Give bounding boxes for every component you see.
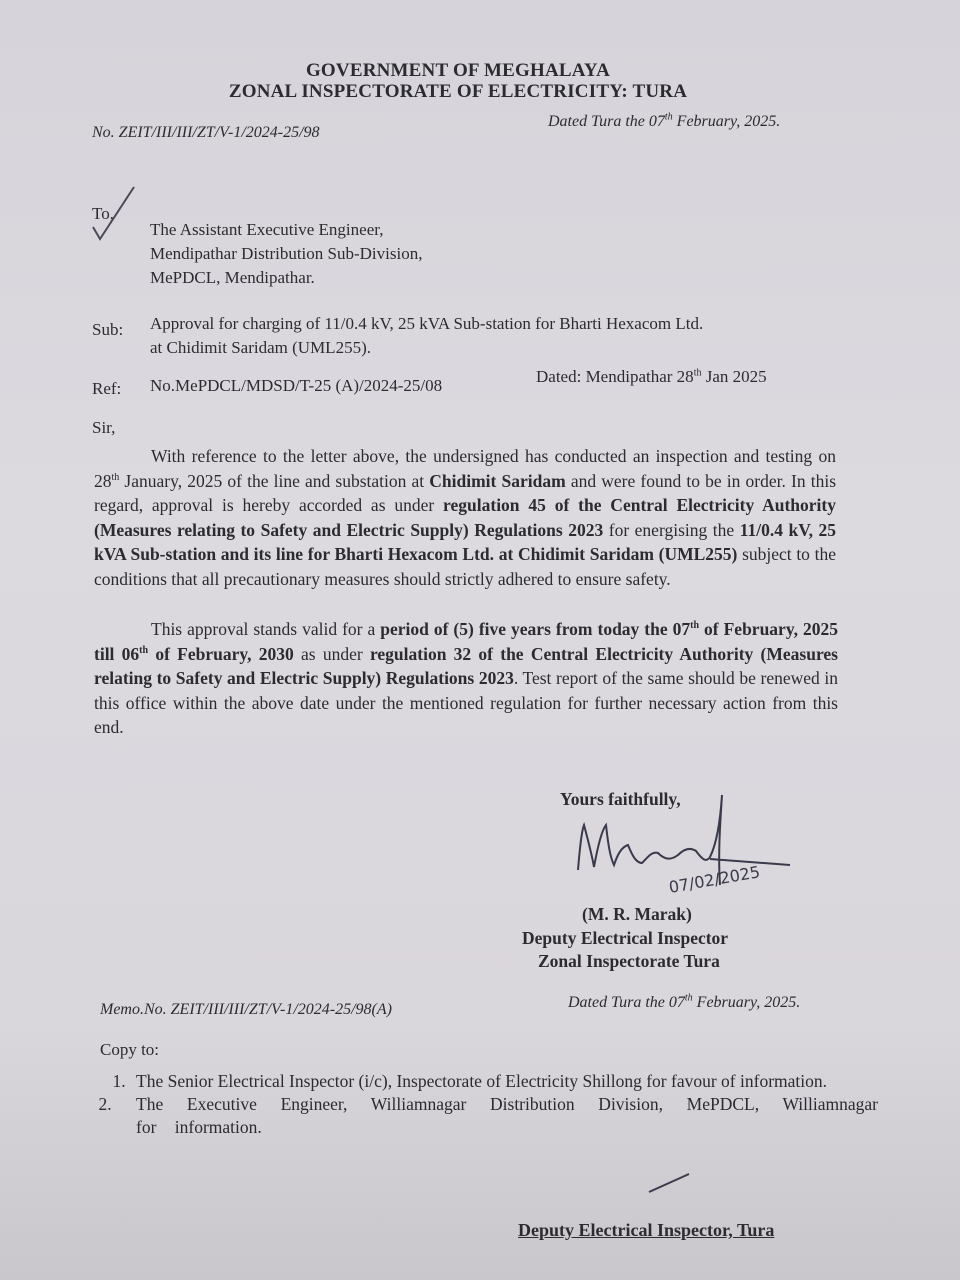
addressee-line-2: Mendipathar Distribution Sub-Division,: [150, 244, 423, 263]
copy-to-label: Copy to:: [100, 1040, 160, 1059]
header-government: GOVERNMENT OF MEGHALAYA: [305, 60, 611, 81]
copy-to-list: [100, 1070, 878, 1139]
subject-label: Sub:: [92, 320, 124, 339]
handwritten-date: 07/02/2025: [667, 862, 762, 897]
pen-stroke-mark: [645, 1170, 695, 1200]
footer-signatory: Deputy Electrical Inspector, Tura: [518, 1220, 775, 1240]
letter-date: Dated Tura the 07th February, 2025.: [548, 111, 781, 130]
copy-to-item-2: 2. The Executive Engineer, Williamnagar Distribution Division, MePDCL, Williamnagar for information.: [130, 1093, 878, 1139]
reference-date: Dated: Mendipathar 28th Jan 2025: [536, 367, 767, 386]
body-paragraph-2: This approval stands valid for a period of (5) five years from today the 07th of February, 2025 till 06th of February, 2030 as under regulation 32 of the Central Electricity Authority (Measures relating to Safety and Electric Supply) Regulations 2023. Test report of the same should be renewed in this office within the above date under the mentioned regulation for further necessary action from this end.: [94, 619, 838, 737]
reference-number: No.MePDCL/MDSD/T-25 (A)/2024-25/08: [150, 376, 443, 395]
addressee-line-3: MePDCL, Mendipathar.: [150, 268, 315, 287]
signatory-name: (M. R. Marak): [582, 904, 692, 924]
subject-line-2: at Chidimit Saridam (UML255).: [150, 338, 371, 357]
closing-yours-faithfully: Yours faithfully,: [560, 789, 681, 809]
header-inspectorate: ZONAL INSPECTORATE OF ELECTRICITY: TURA: [228, 81, 688, 102]
letter-number: No. ZEIT/III/III/ZT/V-1/2024-25/98: [92, 124, 320, 141]
memo-date: Dated Tura the 07th February, 2025.: [568, 992, 801, 1011]
reference-label: Ref:: [92, 379, 122, 398]
memo-number: Memo.No. ZEIT/III/III/ZT/V-1/2024-25/98(A): [100, 1001, 392, 1018]
salutation: Sir,: [92, 418, 116, 437]
signatory-designation: Deputy Electrical Inspector: [522, 928, 729, 948]
signatory-office: Zonal Inspectorate Tura: [538, 951, 720, 971]
to-label: To,: [92, 204, 114, 223]
tick-mark-icon: [90, 185, 140, 245]
copy-to-item-1: 1. The Senior Electrical Inspector (i/c), Inspectorate of Electricity Shillong for favour of information.: [130, 1070, 878, 1093]
body-paragraph-1: With reference to the letter above, the undersigned has conducted an inspection and testing on 28th January, 2025 of the line and substation at Chidimit Saridam and were found to be in order. In this regard, approval is hereby accorded as under regulation 45 of the Central Electricity Authority (Measures relating to Safety and Electric Supply) Regulations 2023 for energising the 11/0.4 kV, 25 kVA Sub-station and its line for Bharti Hexacom Ltd. at Chidimit Saridam (UML255) subject to the conditions that all precautionary measures should strictly adhered to ensure safety.: [94, 446, 836, 589]
addressee-line-1: The Assistant Executive Engineer,: [150, 220, 384, 239]
subject-line-1: Approval for charging of 11/0.4 kV, 25 kVA Sub-station for Bharti Hexacom Ltd.: [150, 314, 704, 333]
